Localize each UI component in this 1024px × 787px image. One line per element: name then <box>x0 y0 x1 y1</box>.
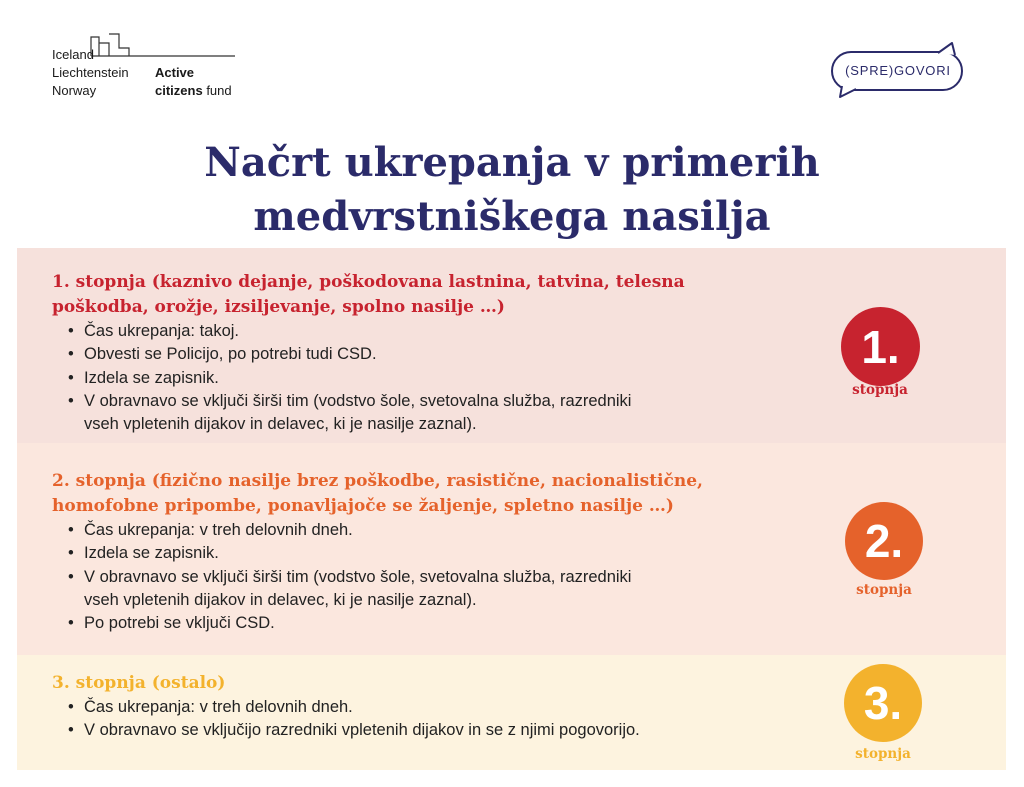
list-item <box>68 367 631 390</box>
fund-name-line-2 <box>155 82 232 100</box>
level-1-heading-line-1: 1. stopnja (kaznivo dejanje, poškodovana lastnina, tatvina, telesna <box>52 272 685 292</box>
fund-name-line-1: Active <box>155 65 195 80</box>
level-2-bullet-list <box>68 519 631 635</box>
bullet-text: • V obravnavo se vključi širši tim (vodstvo šole, svetovalna služba, razredniki <box>84 391 632 410</box>
fund-name-regular-word: fund <box>206 83 232 98</box>
bullet-text: • Po potrebi se vključi CSD. <box>84 614 275 633</box>
level-3-badge-number: 3. <box>863 677 903 729</box>
page-title-line-1: Načrt ukrepanja v primerih <box>204 139 820 186</box>
fund-name-bold-word: citizens <box>155 83 203 98</box>
list-item <box>68 390 631 437</box>
bullet-text: • Izdela se zapisnik. <box>84 544 219 563</box>
partner-logo <box>828 40 968 100</box>
page-title-line-2: medvrstniškega nasilja <box>253 193 771 240</box>
bullet-text-continued: vseh vpletenih dijakov in delavec, ki je nasilje zaznal). <box>84 590 477 609</box>
level-2-heading <box>52 469 703 518</box>
partner-logo-text: (SPRE)GOVORI <box>845 63 951 78</box>
level-3-heading-line-1: 3. stopnja (ostalo) <box>52 673 226 693</box>
funder-countries <box>52 46 129 100</box>
list-item <box>68 343 631 366</box>
level-2-heading-line-2: homofobne pripombe, ponavljajoče se žaljenje, spletno nasilje …) <box>52 495 674 516</box>
level-2-badge <box>845 502 923 580</box>
fund-name <box>155 64 232 100</box>
country-liechtenstein: Liechtenstein <box>52 65 129 80</box>
level-3-heading <box>52 671 225 696</box>
country-iceland: Iceland <box>52 47 94 62</box>
level-2-badge-number: 2. <box>864 515 904 567</box>
bullet-text: • Izdela se zapisnik. <box>84 368 219 387</box>
bullet-text: • Čas ukrepanja: v treh delovnih dneh. <box>84 698 353 716</box>
country-norway: Norway <box>52 83 97 98</box>
level-2-heading-line-1: 2. stopnja (fizično nasilje brez poškodbe, rasistične, nacionalistične, <box>52 471 703 491</box>
bullet-text: • V obravnavo se vključijo razredniki vpletenih dijakov in se z njimi pogovorijo. <box>84 721 640 740</box>
level-1-bullet-list <box>68 320 631 436</box>
bullet-text-continued: vseh vpletenih dijakov in delavec, ki je nasilje zaznal). <box>84 415 477 434</box>
list-item <box>68 696 640 719</box>
level-1-badge <box>841 307 920 386</box>
list-item <box>68 612 631 635</box>
bullet-text: • Čas ukrepanja: v treh delovnih dneh. <box>84 521 353 539</box>
bullet-text: • Čas ukrepanja: takoj. <box>84 322 240 340</box>
bullet-text: • V obravnavo se vključi širši tim (vodstvo šole, svetovalna služba, razredniki <box>84 567 632 586</box>
list-item <box>68 719 640 742</box>
bullet-text: • Obvesti se Policijo, po potrebi tudi CSD. <box>84 345 377 364</box>
level-3-badge <box>844 664 922 742</box>
level-3-bullet-list <box>68 696 640 743</box>
level-1-badge-number: 1. <box>861 320 900 373</box>
level-1-heading <box>52 270 685 319</box>
list-item <box>68 542 631 565</box>
level-3-badge-label: stopnja <box>855 746 911 762</box>
level-1-badge-label: stopnja <box>852 382 908 398</box>
level-2-badge-label: stopnja <box>856 582 912 598</box>
list-item <box>68 566 631 613</box>
list-item <box>68 320 631 343</box>
level-1-heading-line-2: poškodba, orožje, izsiljevanje, spolno nasilje …) <box>52 296 505 317</box>
list-item <box>68 519 631 542</box>
page-title <box>0 136 1024 244</box>
